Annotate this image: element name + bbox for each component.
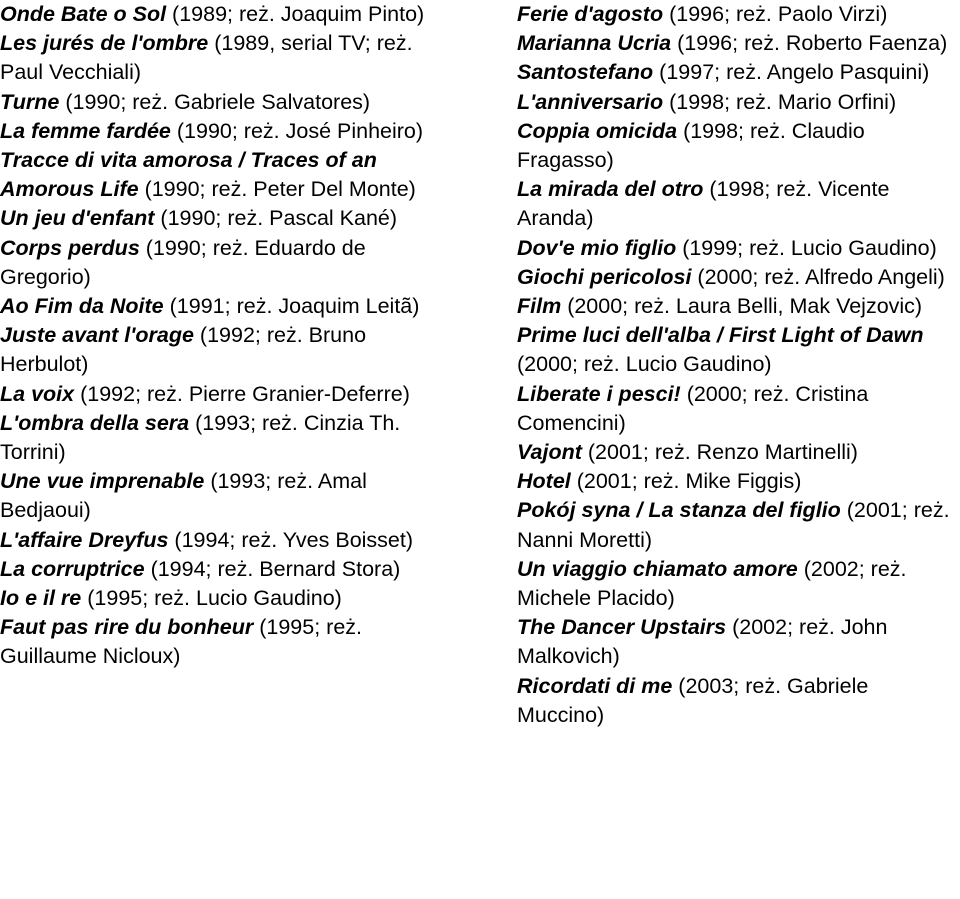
film-entry — [0, 555, 440, 584]
film-details: (1992; reż. Pierre Granier-Deferre) — [80, 381, 410, 406]
film-title: Ao Fim da Noite — [0, 294, 164, 319]
film-details: (1989; reż. Joaquim Pinto) — [172, 2, 425, 26]
film-entry — [517, 29, 960, 58]
film-details: (2001; reż. Mike Figgis) — [576, 469, 802, 494]
film-details: (1990; reż. Peter Del Monte) — [144, 177, 416, 202]
film-details: (1993; reż. Amal Bedjaoui) — [0, 469, 367, 523]
film-details: (1996; reż. Paolo Virzi) — [669, 2, 888, 26]
film-details: (1990; reż. José Pinheiro) — [176, 118, 424, 143]
film-entry — [0, 234, 440, 292]
film-title: La mirada del otro — [517, 177, 704, 202]
film-title: Santostefano — [517, 60, 654, 85]
film-details: (1989, serial TV; reż. Paul Vecchiali) — [0, 31, 413, 85]
film-title: La corruptrice — [0, 556, 145, 581]
film-title: L'ombra della sera — [0, 410, 190, 435]
film-entry — [0, 467, 440, 525]
film-details: (1998; reż. Claudio Fragasso) — [517, 118, 865, 173]
film-title: La voix — [0, 381, 75, 406]
film-details: (2000; reż. Lucio Gaudino) — [517, 352, 772, 377]
film-title: Les jurés de l'ombre — [0, 31, 209, 56]
film-details: (1990; reż. Eduardo de Gregorio) — [0, 235, 366, 289]
film-title: Corps perdus — [0, 235, 140, 260]
film-title: Io e il re — [0, 586, 82, 611]
film-title: The Dancer Upstairs — [517, 615, 727, 640]
filmography-left-column — [0, 0, 440, 672]
film-details: (2003; reż. Gabriele Muccino) — [517, 673, 869, 727]
film-title: L'affaire Dreyfus — [0, 527, 169, 552]
film-details: (1990; reż. Gabriele Salvatores) — [65, 89, 371, 114]
film-entry — [0, 0, 440, 29]
film-title: Turne — [0, 89, 60, 114]
film-title: Faut pas rire du bonheur — [0, 615, 254, 640]
film-details: (2000; reż. Alfredo Angeli) — [697, 264, 945, 289]
film-details: (1998; reż. Vicente Aranda) — [517, 177, 890, 231]
film-title: Onde Bate o Sol — [0, 2, 167, 26]
film-entry — [517, 292, 960, 321]
film-details: (2001; reż. Nanni Moretti) — [517, 498, 950, 552]
film-details: (1995; reż. Guillaume Nicloux) — [0, 615, 363, 669]
film-entry — [0, 117, 440, 146]
film-entry — [0, 88, 440, 117]
film-details: (1993; reż. Cinzia Th. Torrini) — [0, 410, 401, 465]
film-details: (1995; reż. Lucio Gaudino) — [87, 586, 342, 611]
film-entry — [0, 584, 440, 613]
film-details: (2001; reż. Renzo Martinelli) — [587, 440, 858, 465]
film-entry — [517, 117, 960, 175]
film-entry — [517, 321, 960, 379]
film-entry — [0, 526, 440, 555]
film-entry — [517, 438, 960, 467]
film-entry — [517, 467, 960, 496]
film-entry — [517, 58, 960, 87]
film-title: Marianna Ucria — [517, 31, 672, 56]
film-title: Pokój syna / La stanza del figlio — [517, 498, 841, 523]
film-title: Film — [517, 294, 562, 319]
film-entry — [517, 672, 960, 730]
film-details: (1992; reż. Bruno Herbulot) — [0, 323, 367, 377]
film-entry — [517, 555, 960, 613]
film-entry — [517, 175, 960, 233]
filmography-right-column — [517, 0, 960, 730]
film-title: Vajont — [517, 440, 582, 465]
film-details: (1998; reż. Mario Orfini) — [669, 89, 897, 114]
film-title: L'anniversario — [517, 89, 664, 114]
film-entry — [0, 204, 440, 233]
film-entry — [0, 409, 440, 467]
film-entry — [0, 146, 440, 204]
film-entry — [517, 263, 960, 292]
film-details: (2002; reż. John Malkovich) — [517, 615, 888, 669]
film-title: Une vue imprenable — [0, 469, 205, 494]
film-title: Prime luci dell'alba / First Light of Dawn — [517, 323, 924, 348]
film-title: La femme fardée — [0, 118, 171, 143]
film-title: Dov'e mio figlio — [517, 235, 677, 260]
film-title: Ricordati di me — [517, 673, 673, 698]
film-entry — [517, 234, 960, 263]
film-entry — [517, 0, 960, 29]
film-entry — [517, 613, 960, 671]
film-details: (1996; reż. Roberto Faenza) — [677, 31, 948, 56]
film-title: Un viaggio chiamato amore — [517, 556, 798, 581]
film-title: Hotel — [517, 469, 571, 494]
film-entry — [517, 496, 960, 554]
film-title: Giochi pericolosi — [517, 264, 692, 289]
film-details: (1991; reż. Joaquim Leitã) — [169, 294, 420, 319]
film-title: Un jeu d'enfant — [0, 206, 155, 231]
film-details: (1994; reż. Bernard Stora) — [150, 556, 401, 581]
film-entry — [0, 613, 440, 671]
film-entry — [0, 380, 440, 409]
film-details: (1997; reż. Angelo Pasquini) — [659, 60, 930, 85]
film-details: (1994; reż. Yves Boisset) — [174, 527, 414, 552]
film-entry — [0, 292, 440, 321]
film-details: (2000; reż. Laura Belli, Mak Vejzovic) — [567, 294, 923, 319]
film-details: (2000; reż. Cristina Comencini) — [517, 381, 869, 435]
film-entry — [0, 321, 440, 379]
film-title: Tracce di vita amorosa / Traces of an Amorous Life — [0, 148, 377, 202]
film-details: (1990; reż. Pascal Kané) — [160, 206, 398, 231]
film-entry — [0, 29, 440, 87]
film-title: Ferie d'agosto — [517, 2, 664, 26]
film-details: (1999; reż. Lucio Gaudino) — [682, 235, 937, 260]
film-details: (2002; reż. Michele Placido) — [517, 556, 907, 611]
film-title: Coppia omicida — [517, 118, 678, 143]
film-entry — [517, 88, 960, 117]
film-title: Juste avant l'orage — [0, 323, 194, 348]
film-entry — [517, 380, 960, 438]
film-title: Liberate i pesci! — [517, 381, 681, 406]
